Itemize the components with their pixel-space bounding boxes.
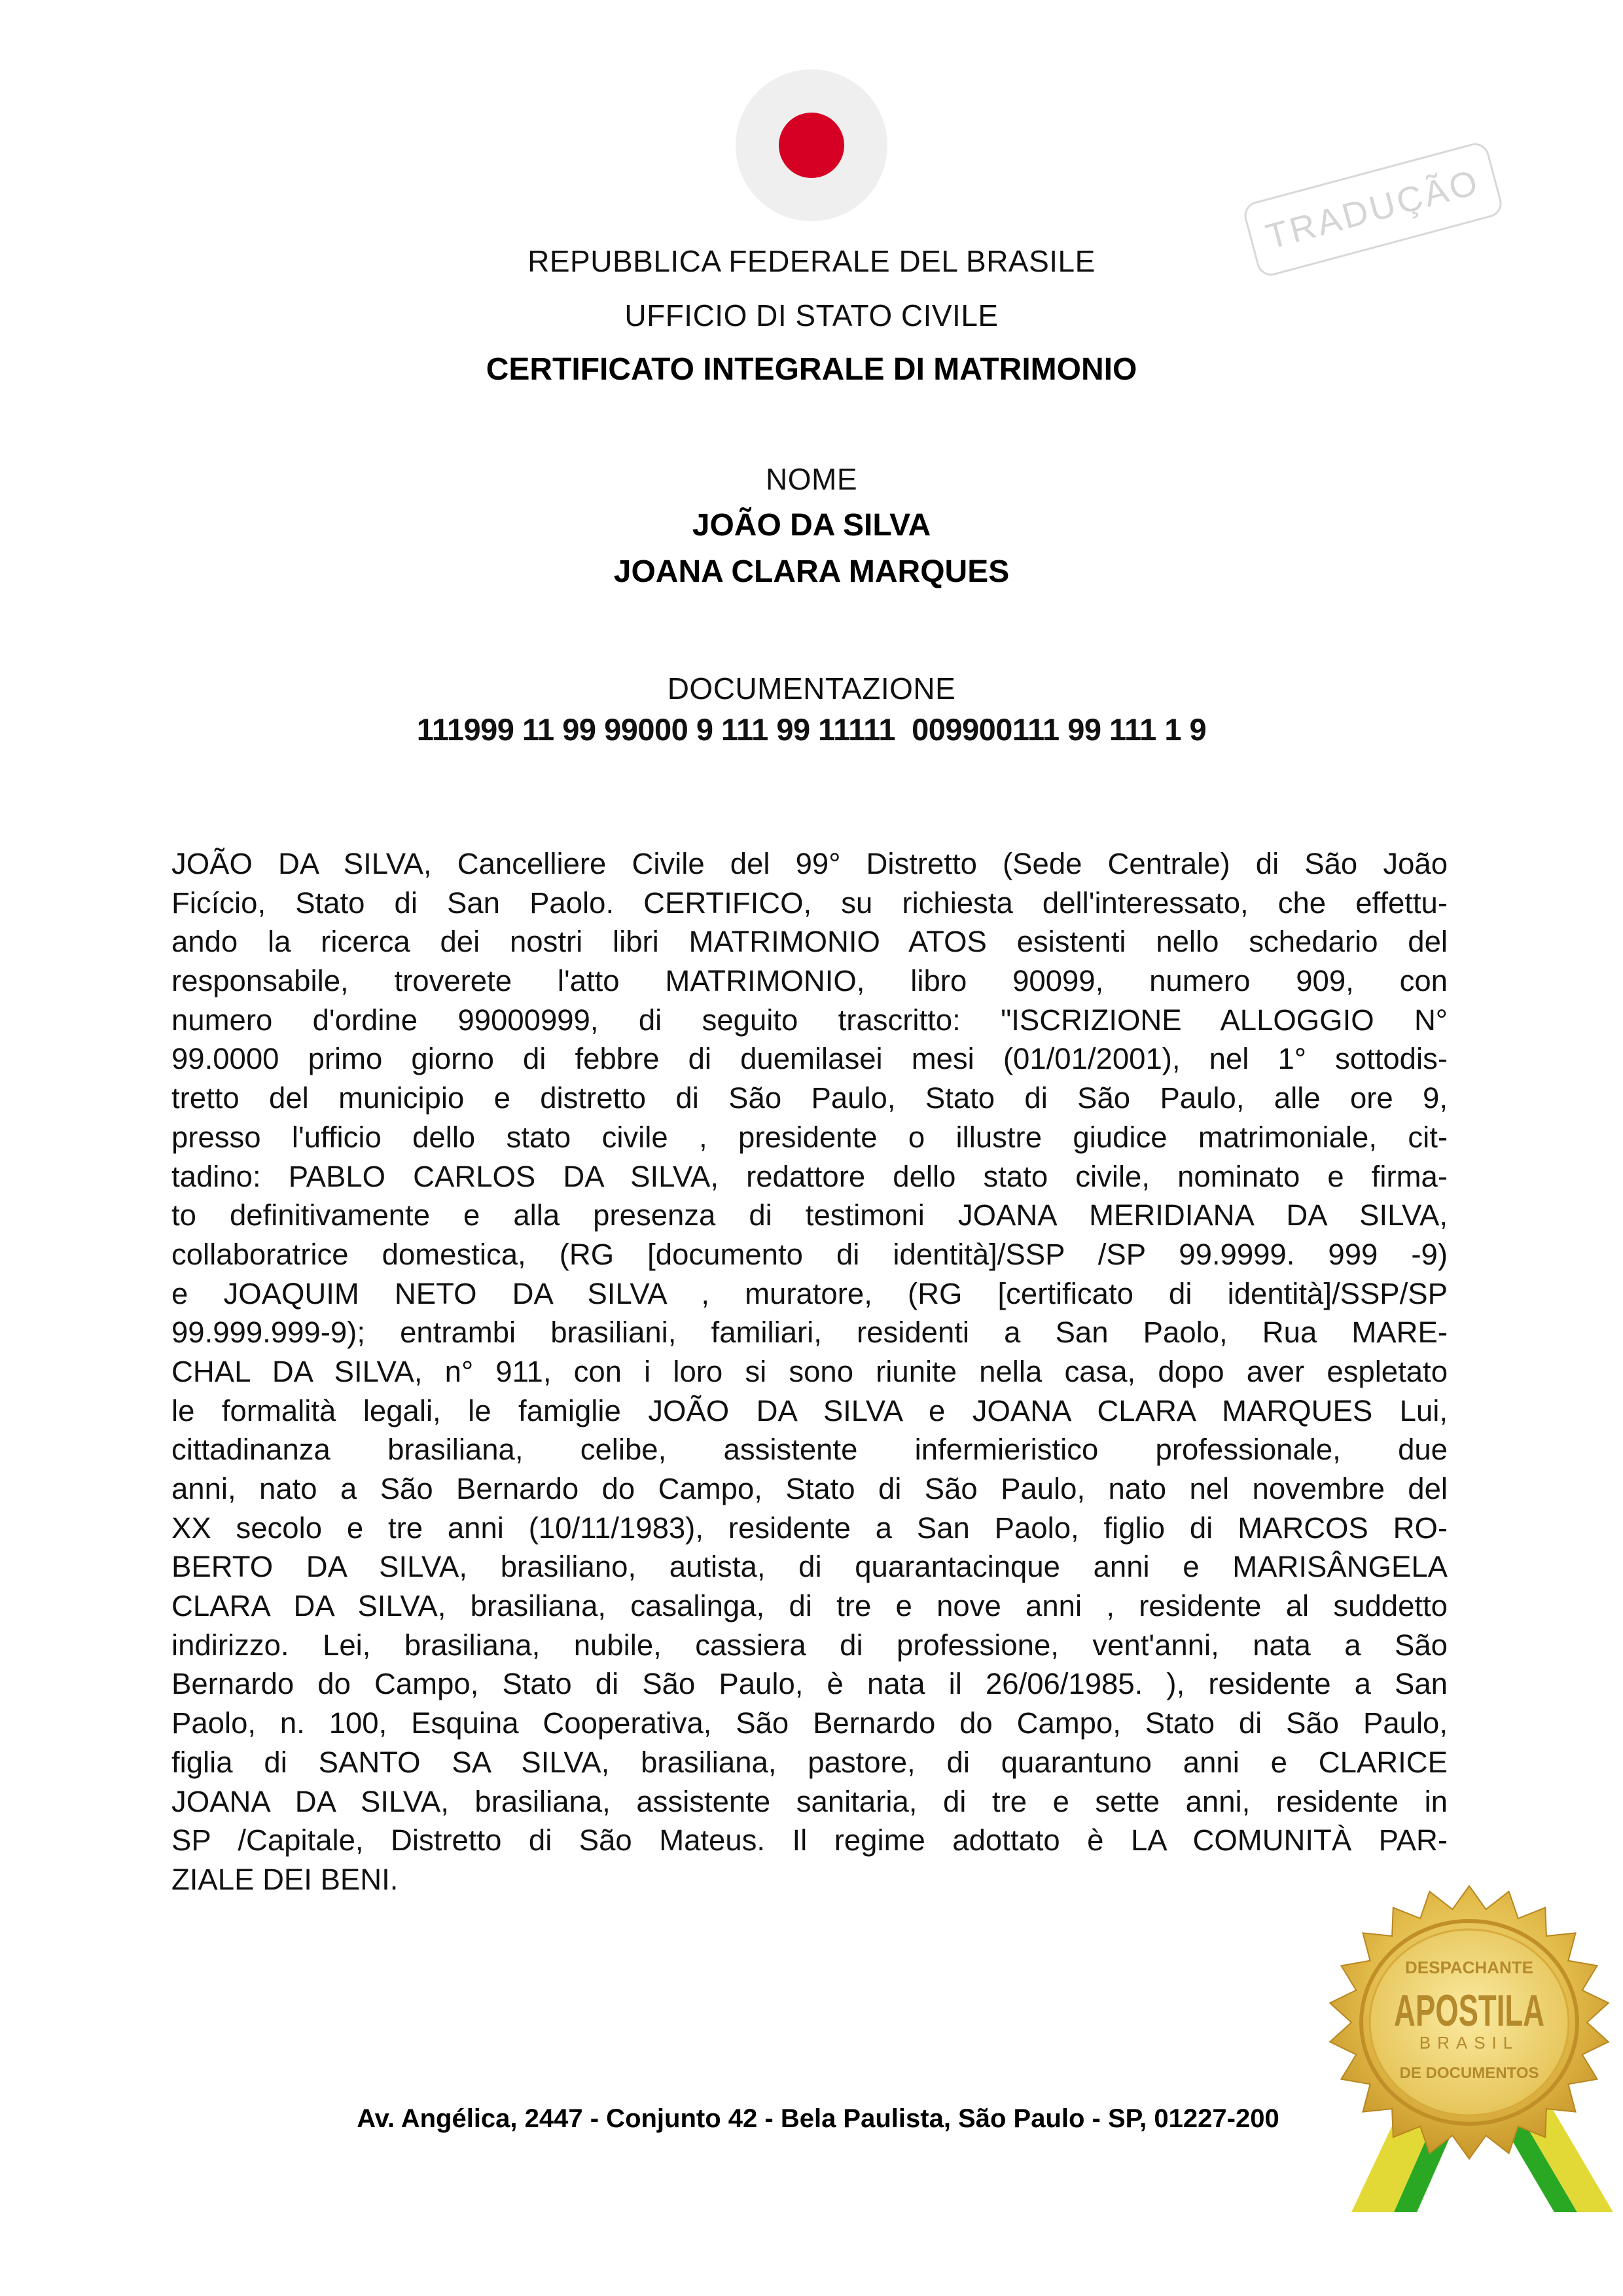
body-line: Paolo, n. 100, Esquina Cooperativa, São Bernardo do Campo, Stato di São Paulo, <box>171 1706 1448 1740</box>
body-line: JOÃO DA SILVA, Cancelliere Civile del 99° Distretto (Sede Centrale) di São João <box>171 847 1448 880</box>
office-heading: UFFICIO DI STATO CIVILE <box>624 298 999 332</box>
footer-address: Av. Angélica, 2447 - Conjunto 42 - Bela Paulista, São Paulo - SP, 01227-200 <box>357 2104 1279 2133</box>
names-label: NOME <box>766 462 857 496</box>
body-line: le formalità legali, le famiglie JOÃO DA SILVA e JOANA CLARA MARQUES Lui, <box>171 1393 1448 1427</box>
body-line: SP /Capitale, Distretto di São Mateus. Il regime adottato è LA COMUNITÀ PAR- <box>171 1823 1448 1857</box>
body-line: numero d'ordine 99000999, di seguito trascritto: "ISCRIZIONE ALLOGGIO N° <box>171 1003 1448 1037</box>
body-line: JOANA DA SILVA, brasiliana, assistente sanitaria, di tre e sette anni, residente in <box>171 1784 1448 1818</box>
documentation-label: DOCUMENTAZIONE <box>667 672 956 706</box>
body-line: BERTO DA SILVA, brasiliano, autista, di quarantacinque anni e MARISÂNGELA <box>171 1550 1448 1584</box>
body-line: collaboratrice domestica, (RG [documento di identità]/SSP /SP 99.9999. 999 -9) <box>171 1237 1448 1271</box>
body-line: ZIALE DEI BENI. <box>171 1862 399 1896</box>
body-line: anni, nato a São Bernardo do Campo, Stato di São Paulo, nato nel novembre del <box>171 1472 1448 1505</box>
body-line: tadino: PABLO CARLOS DA SILVA, redattore dello stato civile, nominato e firma- <box>171 1159 1448 1193</box>
body-line: CHAL DA SILVA, n° 911, con i loro si sono riunite nella casa, dopo aver espletato <box>171 1354 1448 1388</box>
body-line: Ficício, Stato di San Paolo. CERTIFICO, su richiesta dell'interessato, che effettu- <box>171 886 1448 920</box>
body-line: Bernardo do Campo, Stato di São Paulo, è nata il 26/06/1985. ), residente a San <box>171 1667 1448 1701</box>
body-line: 99.0000 primo giorno di febbre di duemilasei mesi (01/01/2001), nel 1° sottodis- <box>171 1042 1448 1076</box>
body-line: to definitivamente e alla presenza di testimoni JOANA MERIDIANA DA SILVA, <box>171 1198 1448 1232</box>
emblem-icon <box>736 69 887 221</box>
body-line: tretto del municipio e distretto di São Paulo, Stato di São Paulo, alle ore 9, <box>171 1081 1448 1115</box>
certificate-body <box>171 844 1448 1899</box>
documentation-number: 111999 11 99 99000 9 111 99 11111 009900111 99 111 1 9 <box>416 712 1207 747</box>
body-line: presso l'ufficio dello stato civile , presidente o illustre giudice matrimoniale, cit- <box>171 1120 1448 1154</box>
body-line: 99.999.999-9); entrambi brasiliani, familiari, residenti a San Paolo, Rua MARE- <box>171 1316 1448 1350</box>
seal-main-text: APOSTILA <box>1394 1986 1544 2036</box>
body-line: ando la ricerca dei nostri libri MATRIMONIO ATOS esistenti nello schedario del <box>171 925 1448 959</box>
body-line: responsabile, troverete l'atto MATRIMONIO, libro 90099, numero 909, con <box>171 964 1448 998</box>
emblem-red-dot <box>779 113 844 178</box>
spouse-1-name: JOÃO DA SILVA <box>692 508 931 543</box>
seal-bottom-text: DE DOCUMENTOS <box>1399 2064 1539 2082</box>
republic-heading: REPUBBLICA FEDERALE DEL BRASILE <box>527 244 1096 278</box>
body-line: cittadinanza brasiliana, celibe, assistente infermieristico professionale, due <box>171 1433 1448 1467</box>
body-line: XX secolo e tre anni (10/11/1983), residente a San Paolo, figlio di MARCOS RO- <box>171 1511 1448 1545</box>
body-line: indirizzo. Lei, brasiliana, nubile, cassiera di professione, vent'anni, nata a São <box>171 1628 1448 1662</box>
spouse-2-name: JOANA CLARA MARQUES <box>613 554 1010 589</box>
body-line: figlia di SANTO SA SILVA, brasiliana, pastore, di quarantuno anni e CLARICE <box>171 1745 1448 1779</box>
body-line: CLARA DA SILVA, brasiliana, casalinga, di tre e nove anni , residente al suddetto <box>171 1589 1448 1623</box>
body-line: e JOAQUIM NETO DA SILVA , muratore, (RG [certificato di identità]/SSP/SP <box>171 1276 1448 1310</box>
apostila-seal-icon <box>1302 1885 1616 2296</box>
seal-top-text: DESPACHANTE <box>1405 1958 1533 1977</box>
certificate-title: CERTIFICATO INTEGRALE DI MATRIMONIO <box>486 352 1137 387</box>
translation-stamp-text: TRADUÇÃO <box>1262 162 1484 257</box>
seal-sub-text: BRASIL <box>1419 2033 1520 2053</box>
